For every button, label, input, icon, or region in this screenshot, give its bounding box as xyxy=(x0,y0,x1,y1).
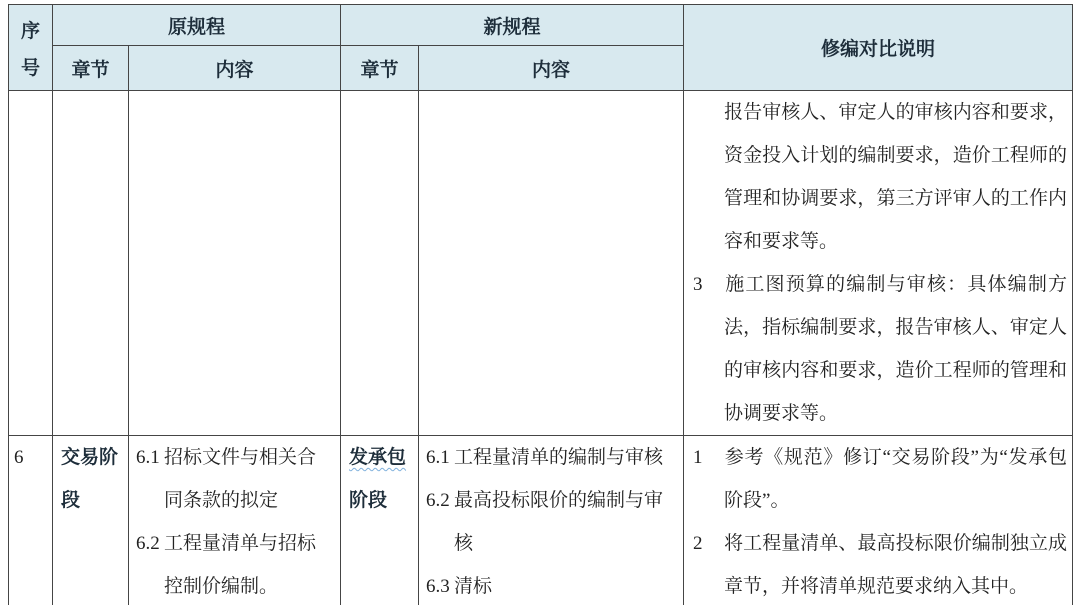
note-text: 将工程量清单、最高投标限价编制独立成章节，并将清单规范要求纳入其中。 xyxy=(724,533,1068,597)
note-text: 参考《规范》修订“交易阶段”为“发承包阶段”。 xyxy=(724,447,1068,511)
orig-content-cell-empty xyxy=(129,91,341,436)
orig-chapter-cell-empty xyxy=(53,91,129,436)
content-item xyxy=(426,479,677,565)
header-orig-content: 内容 xyxy=(129,46,341,91)
serial-header-stack xyxy=(9,16,52,80)
note-number: 2 xyxy=(693,533,703,554)
note-number: 1 xyxy=(693,447,703,468)
header-orig-chapter: 章节 xyxy=(53,46,129,91)
item-text: 工程量清单与招标控制价编制。 xyxy=(164,533,317,597)
note-item xyxy=(693,263,1067,435)
note-number: 3 xyxy=(693,274,703,295)
table-row-continuation xyxy=(9,91,1073,436)
item-number: 6.1 xyxy=(136,447,160,468)
header-revision-notes: 修编对比说明 xyxy=(684,5,1073,91)
new-content-cell xyxy=(419,436,684,605)
new-chapter-rest: 阶段 xyxy=(349,490,388,511)
notes-cell xyxy=(684,436,1073,605)
item-number: 6.1 xyxy=(426,447,450,468)
content-item xyxy=(136,522,334,605)
header-new-regulation: 新规程 xyxy=(341,5,684,46)
orig-chapter-cell: 交易阶段 xyxy=(53,436,129,605)
serial-header-top: 序 xyxy=(20,20,40,42)
serial-header-bottom: 号 xyxy=(20,57,40,79)
serial-cell: 6 xyxy=(9,436,53,605)
new-chapter-cell-empty xyxy=(341,91,419,436)
item-text: 工程量清单的编制与审核 xyxy=(454,447,664,468)
note-text: 施工图预算的编制与审核：具体编制方法，指标编制要求，报告审核人、审定人的审核内容和要求，造价工程师的管理和协调要求等。 xyxy=(724,274,1068,424)
note-item xyxy=(693,522,1067,605)
header-new-chapter: 章节 xyxy=(341,46,419,91)
note-item xyxy=(693,436,1067,522)
item-text: 清标 xyxy=(454,576,493,597)
content-item xyxy=(426,565,677,605)
table-row-6 xyxy=(9,436,1073,605)
item-text: 招标文件与相关合同条款的拟定 xyxy=(164,447,317,511)
comparison-table xyxy=(8,4,1073,605)
orig-content-cell xyxy=(129,436,341,605)
header-original-regulation: 原规程 xyxy=(53,5,341,46)
new-chapter-cell xyxy=(341,436,419,605)
header-row-1 xyxy=(9,5,1073,46)
new-content-cell-empty xyxy=(419,91,684,436)
item-number: 6.2 xyxy=(136,533,160,554)
content-item xyxy=(426,436,677,479)
item-number: 6.2 xyxy=(426,490,450,511)
item-text: 最高投标限价的编制与审核 xyxy=(454,490,664,554)
header-serial xyxy=(9,5,53,91)
note-item xyxy=(693,91,1067,263)
notes-cell xyxy=(684,91,1073,436)
content-item xyxy=(136,436,334,522)
note-text: 报告审核人、审定人的审核内容和要求，资金投入计划的编制要求，造价工程师的管理和协调要求，第三方评审人的工作内容和要求等。 xyxy=(724,102,1068,252)
header-new-content: 内容 xyxy=(419,46,684,91)
serial-cell-empty xyxy=(9,91,53,436)
item-number: 6.3 xyxy=(426,576,450,597)
spellcheck-underlined-text: 发承包 xyxy=(349,447,407,468)
